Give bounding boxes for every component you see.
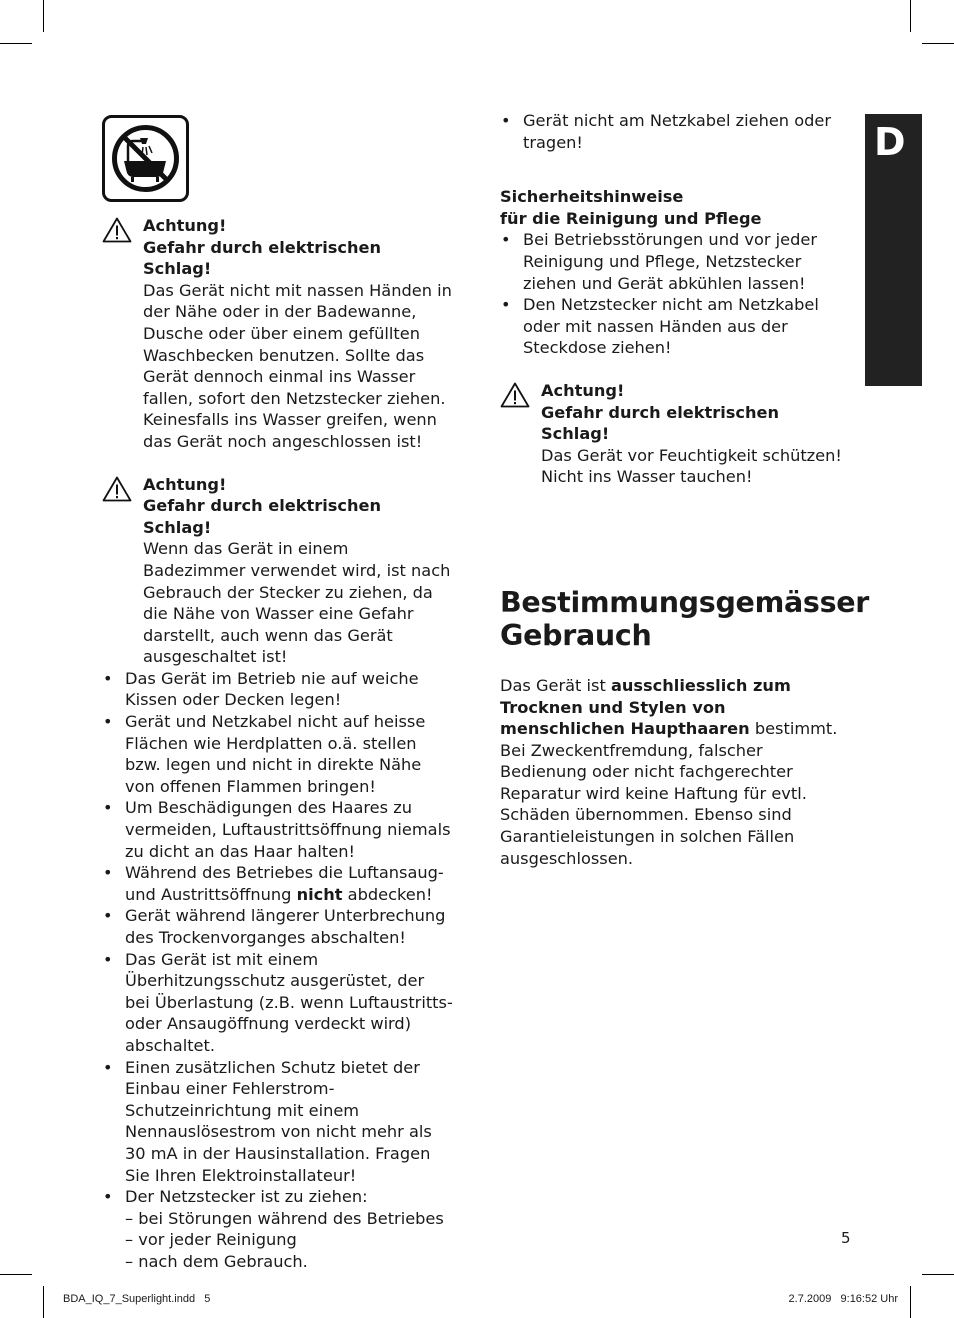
slug-timestamp: 2.7.2009 9:16:52 Uhr bbox=[788, 1293, 898, 1305]
list-item: • Gerät nicht am Netzkabel ziehen oder tragen! bbox=[500, 110, 850, 153]
warning-subtitle: Gefahr durch elektrischen Schlag! bbox=[541, 402, 780, 444]
list-item: • Einen zusätzlichen Schutz bietet der Einbau einer Fehlerstrom-Schutzeinrichtung mit einem Nennauslösestrom von nicht mehr als 30 mA in der Hausinstallation. Fragen Sie Ihren Elektroinstallateur! bbox=[102, 1057, 454, 1187]
left-column bbox=[102, 215, 454, 1273]
right-column bbox=[500, 110, 870, 869]
crop-mark bbox=[910, 1286, 911, 1318]
crop-mark bbox=[910, 0, 911, 32]
list-item: • Das Gerät ist mit einem Überhitzungsschutz ausgerüstet, der bei Überlastung (z.B. wenn Luftaustritts- oder Ansaugöffnung verdeckt wird) abschaltet. bbox=[102, 949, 454, 1057]
warning-block-1 bbox=[102, 215, 454, 453]
list-item-text: • Der Netzstecker ist zu ziehen: bbox=[125, 1187, 368, 1207]
usage-paragraph bbox=[500, 675, 850, 740]
warning-subtitle: Gefahr durch elektrischen Schlag! bbox=[143, 237, 382, 279]
crop-mark bbox=[0, 43, 32, 44]
section-title: Bestimmungsgemässer Gebrauch bbox=[500, 585, 870, 652]
list-item-text: abdecken! bbox=[342, 884, 433, 904]
usage-text: bestimmt. bbox=[749, 719, 838, 739]
list-item: • Den Netzstecker nicht am Netzkabel oder mit nassen Händen aus der Steckdose ziehen! bbox=[500, 294, 850, 359]
warning-text: Das Gerät vor Feuchtigkeit schützen! Nicht ins Wasser tauchen! bbox=[541, 445, 842, 487]
warning-title: Achtung! bbox=[541, 380, 625, 400]
care-subheading: für die Reinigung und Pflege bbox=[500, 208, 762, 228]
warning-text: Das Gerät nicht mit nassen Händen in der Nähe oder in der Badewanne, Dusche oder über einem gefüllten Waschbecken benutzen. Sollte das Gerät dennoch einmal ins Wasser fallen, sofort den Netzstecker ziehen. Keinesfalls ins Wasser greifen, wenn das Gerät noch angeschlossen ist! bbox=[143, 280, 452, 451]
list-subitem: – bei Störungen während des Betriebes bbox=[125, 1208, 444, 1228]
warning-title: Achtung! bbox=[143, 216, 227, 235]
warning-text: Wenn das Gerät in einem Badezimmer verwendet wird, ist nach Gebrauch der Stecker zu ziehen, da die Nähe von Wasser eine Gefahr darstellt, auch wenn das Gerät ausgeschaltet ist! bbox=[143, 539, 451, 667]
list-item: • Das Gerät im Betrieb nie auf weiche Kissen oder Decken legen! bbox=[102, 668, 454, 711]
warning-triangle-icon bbox=[102, 217, 132, 243]
crop-mark bbox=[43, 0, 44, 32]
safety-bullet-list bbox=[102, 668, 454, 1273]
warning-triangle-icon bbox=[102, 476, 132, 502]
care-bullet-list bbox=[500, 229, 850, 359]
usage-emphasis: ausschliesslich zum Trocknen und Stylen von menschlichen Haupthaaren bbox=[500, 675, 791, 739]
slug-filename: BDA_IQ_7_Superlight.indd 5 bbox=[63, 1293, 211, 1305]
list-item bbox=[102, 1186, 454, 1272]
list-item-emphasis: nicht bbox=[296, 884, 343, 904]
list-item: • Bei Betriebsstörungen und vor jeder Reinigung und Pflege, Netzstecker ziehen und Gerät abkühlen lassen! bbox=[500, 229, 850, 294]
warning-subtitle: Gefahr durch elektrischen Schlag! bbox=[143, 496, 382, 537]
usage-paragraph-2: Bei Zweckentfremdung, falscher Bedienung oder nicht fachgerechter Reparatur wird keine Haftung für evtl. Schäden übernommen. Ebenso sind Garantieleistungen in solchen Fällen ausgeschlossen. bbox=[500, 740, 807, 868]
language-tab bbox=[865, 114, 922, 386]
no-bathtub-shower-icon bbox=[102, 115, 189, 202]
usage-text: Das Gerät ist bbox=[500, 675, 611, 695]
crop-mark bbox=[43, 1286, 44, 1318]
warning-triangle-icon bbox=[500, 382, 530, 408]
warning-block-2 bbox=[102, 474, 454, 668]
list-item: • Um Beschädigungen des Haares zu vermeiden, Luftaustrittsöffnung niemals zu dicht an das Haar halten! bbox=[102, 797, 454, 862]
list-item bbox=[102, 862, 454, 905]
warning-title: Achtung! bbox=[143, 474, 227, 494]
crop-mark bbox=[0, 1274, 32, 1275]
page-number: 5 bbox=[841, 1229, 851, 1247]
list-item-text: Während des Betriebes die Luftansaug- und Austrittsöffnung bbox=[125, 863, 444, 904]
list-subitem: – nach dem Gebrauch. bbox=[125, 1251, 308, 1271]
list-subitem: – vor jeder Reinigung bbox=[125, 1230, 297, 1250]
language-tab-label: D bbox=[874, 120, 906, 164]
crop-mark bbox=[922, 43, 954, 44]
cable-bullet-list bbox=[500, 110, 850, 153]
warning-block-3 bbox=[500, 380, 850, 488]
crop-mark bbox=[922, 1274, 954, 1275]
list-item: • Gerät während längerer Unterbrechung des Trockenvorganges abschalten! bbox=[102, 905, 454, 948]
care-heading: Sicherheitshinweise bbox=[500, 187, 684, 207]
list-item: • Gerät und Netzkabel nicht auf heisse Flächen wie Herdplatten o.ä. stellen bzw. legen und nicht in direkte Nähe von offenen Flammen bringen! bbox=[102, 711, 454, 797]
